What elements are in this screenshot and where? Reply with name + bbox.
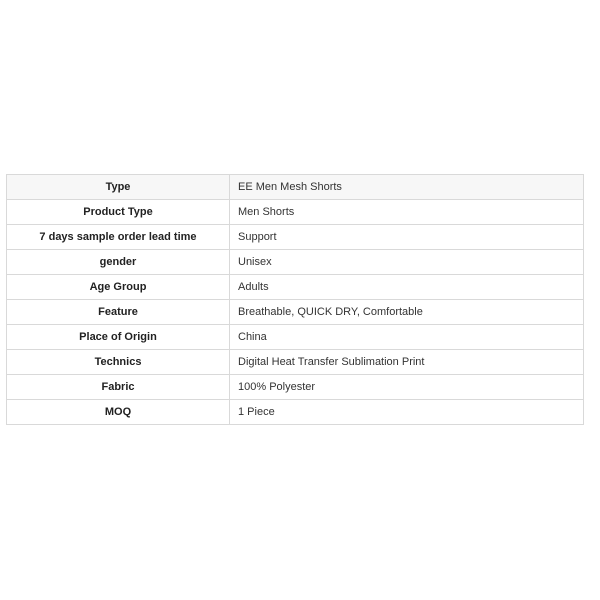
spec-key: gender xyxy=(7,250,230,275)
spec-key: 7 days sample order lead time xyxy=(7,225,230,250)
spec-value: EE Men Mesh Shorts xyxy=(230,175,584,200)
spec-row-product-type xyxy=(7,200,584,225)
spec-value: Digital Heat Transfer Sublimation Print xyxy=(230,350,584,375)
spec-row-fabric xyxy=(7,375,584,400)
spec-table-body xyxy=(7,175,584,425)
spec-key: Type xyxy=(7,175,230,200)
spec-value: China xyxy=(230,325,584,350)
spec-key: Technics xyxy=(7,350,230,375)
spec-key: Fabric xyxy=(7,375,230,400)
spec-row-place-of-origin xyxy=(7,325,584,350)
spec-value: Men Shorts xyxy=(230,200,584,225)
spec-value: Unisex xyxy=(230,250,584,275)
spec-row-moq xyxy=(7,400,584,425)
spec-key: MOQ xyxy=(7,400,230,425)
spec-row-technics xyxy=(7,350,584,375)
spec-value: Breathable, QUICK DRY, Comfortable xyxy=(230,300,584,325)
spec-value: Adults xyxy=(230,275,584,300)
spec-value: 100% Polyester xyxy=(230,375,584,400)
product-spec-table xyxy=(6,174,584,425)
spec-value: Support xyxy=(230,225,584,250)
spec-row-feature xyxy=(7,300,584,325)
spec-row-gender xyxy=(7,250,584,275)
spec-key: Place of Origin xyxy=(7,325,230,350)
spec-value: 1 Piece xyxy=(230,400,584,425)
spec-row-type xyxy=(7,175,584,200)
spec-key: Age Group xyxy=(7,275,230,300)
spec-row-sample-lead-time xyxy=(7,225,584,250)
spec-key: Feature xyxy=(7,300,230,325)
spec-row-age-group xyxy=(7,275,584,300)
spec-key: Product Type xyxy=(7,200,230,225)
